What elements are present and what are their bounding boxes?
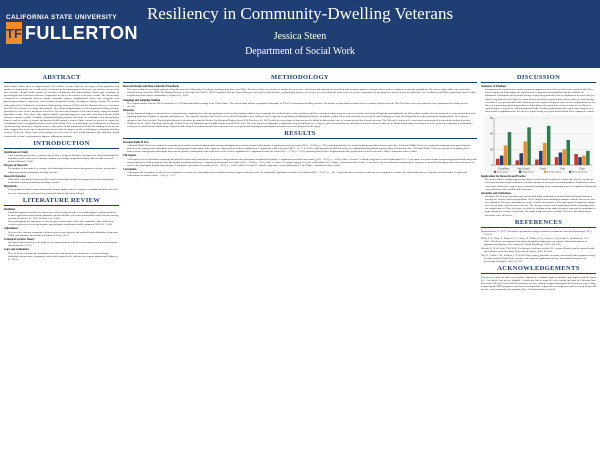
chart-bar — [562, 149, 566, 165]
chart-bar — [539, 151, 543, 165]
chart-bar — [546, 126, 550, 165]
intro-list — [4, 167, 119, 173]
intro-text: • The purpose of this study is to examine the relationship between factors that promote resilience and positive adjustment among community-dwelling veterans. — [8, 167, 119, 173]
chart-bar — [507, 132, 511, 165]
acknowledgements-text: This project would not have been possible without the invaluable guild of guidance and support from Dr. Karen Lee - for which I am forever thankful. I would also like to thank all of the faculty and staff of California State University Fullerton's Social Work Department for their continued support throughout these past two years. Lastly, completing the MSW program would have been impossible without the encouragement and love of my family and friends - most importantly my grandma, Jane. A heartfelt thanks to you all. — [481, 275, 596, 292]
chart-bar — [554, 157, 558, 165]
chart-bar — [523, 142, 527, 166]
method-text: • The current study is a secondary analysis of the data from the Collaborative Psychiatric Epidemiology Surveys (CPES). The survey allows researchers to analyze the prevalence, risk factors and impairments associated with treatment patterns of mental illness with an emphasis on minority populations. The current study utilizes one of the three national surveys from the CPES: The National Survey of American Life (NSAL). NSAL explored racial and ethnic differences in mental health disorders, psychological distress, and service use from within the framework of a variety of potential risk and protective factors in African Americans, Afro-Caribbean and White respondents located within neighboring United States communities (Alegria et al., 2016). — [127, 88, 477, 97]
results-heading: Chi-Square — [123, 154, 137, 158]
results-list — [123, 144, 477, 153]
reference-entry: Bronfenbrenner, U. (1977). Toward an experimental ecology of human development. American Psychologist, 32(7), 513-531. — [481, 229, 592, 236]
poster-title: Resiliency in Community-Dwelling Veterans — [146, 4, 454, 23]
intro-heading: Significance of Study — [4, 150, 29, 154]
chart-y-tick-label: 60 — [489, 116, 493, 121]
results-text: • A Kruskal Wallis H test was conducted comparing mean family emotional support ranks among participants from various mental health groups. A significant result was found (H(4) = 16.903, p < .002), indicating that the five mental health groups differed from each other. A Kruskal-Wallis H test was conducted comparing mean psychological distress scores among study participants from veterans groups of participant's who experience drug problem in their neighborhood. A significant result was found (H(3) = 18.75, p=0.001), indicating that the different levels of neighborhood drug problem groups differed from each other. A Kruskal-Wallis H test was conducted comparing mean distress scores among study participants from various groups of participant's who experience crime in their neighborhood. A significant result was found (H(3) = 17.78, p < 0.01), indicating that the three neighborhood crime groups differed from each other. Table 3 summarizes these results. — [127, 144, 477, 153]
chart-bar — [495, 159, 499, 165]
lit-text: • Veterans who endorsed symptoms of distress report worse physical and medical health difficulties, depression, PTSD, and substance use disorders (Pietrzak & Cook, 2013). — [8, 231, 119, 237]
method-list — [123, 112, 477, 127]
discussion-list — [481, 88, 596, 113]
discussion-title: DISCUSSION — [481, 74, 596, 83]
titan-logo-icon: TF — [6, 22, 22, 44]
right-column — [481, 72, 596, 446]
references-title: REFERENCES — [481, 219, 596, 228]
chart-y-tick-label: 40 — [489, 131, 493, 136]
chart-bar — [543, 143, 547, 165]
chart-bar — [519, 153, 523, 165]
logo-university-text: CALIFORNIA STATE UNIVERSITY — [6, 14, 117, 21]
chart-legend-label: Fairly serious — [521, 171, 534, 174]
chart-bar — [574, 154, 578, 165]
lit-heading: Resiliency — [4, 207, 16, 211]
introduction-title: INTRODUCTION — [4, 140, 119, 149]
lit-heading: Ecological Systems Theory — [4, 237, 35, 241]
intro-list — [4, 178, 119, 184]
literature-title: LITERATURE REVIEW — [4, 197, 119, 206]
chart-x-tick-label: Excellent — [498, 167, 509, 171]
chart-x-tick-label: Poor — [578, 167, 585, 171]
discussion-list — [481, 195, 596, 217]
results-heading: Kruskal-Wallis H Test — [123, 140, 149, 144]
results-text: • A Spearman rho correlation coefficient was computed to examine the relationship between family emotional support and depression. No statistically significant correlation was found (r(606) = -0.057, p = .16). A Spearman rho correlation coefficient was computed to examine the relationship between religiosity and depression. A significant relationship was found (r(484) = -0.09, p < .27). — [127, 171, 477, 177]
method-list — [123, 88, 477, 97]
reference-entry: Pietrzak, R. H., & Cook, J. M. (2013). Psychological resilience in older U.S. veterans: Results from the national health and resilience in veterans study. Depression & Anxiety, 30(5), 432-443. — [481, 246, 595, 253]
intro-list — [4, 188, 119, 194]
results-bar-chart — [484, 115, 594, 173]
chart-bar — [527, 127, 531, 165]
lit-list — [4, 231, 119, 237]
lit-text: • Emotional support is found to be a protective factor among veterans. Less social support is highly predictive of more significant mental health symptoms, suicidal ideation, and reduced functional health outcomes among veterans (Pietrzak et al., 2010; Pietrzak et al., 2009). — [8, 211, 119, 220]
intro-list — [4, 154, 119, 163]
lit-list — [4, 241, 119, 247]
intro-heading: Purpose of Research — [4, 164, 28, 168]
chart-bar — [499, 156, 503, 165]
lit-list — [4, 252, 119, 261]
reference-entry: Elliott, T. R., Hsiao, Y., Kimbrel, N. A., Meyer, E., DeBeer, B. B., Gulliver, S. B., Kwok, O., & Morissette, S. B. (2017). Resilience and traumatic brain injury among Iraq/Afghanistan war veterans: Differential patterns of adjustment and quality of life. Journal of Clinical Psychology, 73(9), 1160-1178. — [481, 236, 589, 246]
results-heading: Correlation — [123, 167, 137, 171]
poster-header — [0, 0, 600, 68]
method-list — [123, 102, 477, 108]
lit-list — [4, 211, 119, 226]
lit-text: • There is a lack of knowledge and practice processes that assess the environment of veterans through individual, interpersonal, community, and societal system levels, and how they impact adjustment (Elnitsky et al., 2013). — [8, 252, 119, 261]
chart-legend-label: Very serious — [496, 171, 508, 174]
lit-text: • Research supports the importance of veterans processing trauma with a safe, supportive other, which may extend to prevent or decreasing negative psychological and physical health symptoms (Tall et al., 2014). — [8, 220, 119, 226]
method-heading: Sampling and Sampling Method — [123, 98, 161, 102]
method-text: • The original sample from the NSAL consisted of 6,199 adult individuals residing in the United States. The current study utilizes a population subsample of NSAL of community-dwelling veterans. The sample of participants included in the secondary analysis from the NSAL are those who report that they have participated in military service (n=615). — [127, 102, 477, 108]
logo-mark-row — [6, 22, 139, 44]
intro-heading: Hypothesis — [4, 185, 17, 189]
discussion-text: • Participants who reported more family emotional support are more likely to have better mental health. There was no significant relationship was found between religiosity and spirituality with the variables for adjustment. Participants who reported having a serious drug problem in their neighborhood are more likely to report being distressed, less likely to report having very physical good health, and less likely to report having excellent or very good mental health. Participants who reported having no crime in their neighborhood are less likely to report being psychological distress. Participants who report more frequent crime are less likely to report being in very good or excellent physical health. Similarly, participants who report crime happens very often in their neighborhood are less likely to report having very good mental health when compared to others. — [485, 88, 596, 113]
lit-heading: Gaps and Limitations — [4, 248, 29, 252]
poster-department: Department of Social Work — [245, 46, 355, 57]
results-text: • A chi-square test was calculated comparing the physical health rating with various categories of drug problem in the participants neighborhood groups. A significant association was found (χ2(2) = 16.23, p = 0.001), while a Cramer's V statistic suggested a weak relationship (0.11). A chi-square test was calculated comparing mental health rating with various categories of drug problem in the participants neighborhood groups. A significant association was found (χ2(2) = 23.69, p = 0.02), while a Cramer's V statistic suggested a weak relationship (0.11). Figure 1 summarizes these results. A chi-square test was calculated comparing the categories of mental health rating with various categories of crime in the participants neighborhood groups. A significant association was found (χ2(12) = 39.07, p = 0.001), while a Cramer's V statistic suggested a weak relationship (0.114). Figure 2 summarizes these results. — [127, 158, 477, 167]
intro-text: • What is the relationship between positive social relationships and the development of mental and physical health issues among community-dwelling veterans? — [8, 178, 119, 184]
abstract-text: In the United States, there are approximately 18.2 million veterans. With the increasing veteran population and number of deployments, the overall needs of veterans are becoming greater. Therefore, the need for services that treat veterans' mental health matters is essential. Identifying and understanding factors that contribute to psychological and behavioral resilience is imperative in order to treat and to work with veterans. The current study examined the relationship between family emotional support, neighborhood safety and religiosity with psychological distress, depression, severe mental and physical health, and drug use among veterans. The present study utilized the Collaborative Psychiatric Epidemiology Surveys (CPES) and The National Survey of American Life (NSAL) to create a secondary data analysis. The selected subpopulation of 634 community-dwelling veterans, participated in face-to-face and phone interviews. The inferential statistics of the current study employed multiple significant results. First, those with reported family emotional support is associated with better mental health outcomes among veterans. Secondly, neighborhood drug problem and crime are associated with psychological distress, and the quality of mental and physical health among veterans. Future research is needed to explore the relationship between neighborhood safety and mental health. Next, no relationship was found between religiosity (as measured by attending a religious service), depression, mental and physical health. The findings of the present study suggest that social and environmental factors have an impact on the well-being of community-dwelling veterans. Thus, the efforts from social workers need to focus on their health indicators that clinicians should examine the veteran's environment to improve adjustment outcomes. — [4, 85, 119, 138]
methodology-title: METHODOLOGY — [123, 74, 477, 83]
discussion-text: • Strengths: NSAL is the most thorough and detailed study conducted on mental health and mental disorders amongst the African American population. NSAL utilized mass matching techniques with the interviewer and the respondent. Therefore, attempting to create a similar environment for the participants. Limitations: Sample used for this study was not veteran specific. The current research used a significantly smaller subsample from the original data set. Thus, the degree to which the findings of this study accurately represent the population be study intended to examine is uncertain. The study design was cross-sectional. Therefore, this study cannot determine cause and effect. — [485, 195, 596, 217]
abstract-title: ABSTRACT — [4, 74, 119, 83]
discussion-text: • The current study's finding suggests that future research should continue to examine the effects of social and environmental factors that contribute to healthy adjustment among the veteran population. Furthermore, future researchers should aim to gain a more profound knowledge of the relationship between neighborhood drug and crime problems with overall health in veterans. — [485, 178, 596, 190]
chart-x-tick-label: Fair — [559, 167, 565, 171]
acknowledgements-title: ACKNOWLEDGEMENTS — [481, 265, 596, 274]
chart-x-tick-label: Very Good — [516, 167, 530, 171]
chart-bar — [535, 160, 539, 165]
chart-bar — [503, 145, 507, 165]
discussion-heading: Strengths and Limitations — [481, 191, 511, 195]
chart-bar — [582, 156, 586, 165]
chart-x-tick-label: Good — [539, 167, 546, 171]
chart-y-tick-label: 20 — [489, 147, 493, 152]
results-title: RESULTS — [123, 130, 477, 139]
chart-bar — [566, 140, 570, 165]
left-column — [4, 72, 119, 446]
chart-legend-label: Not very serious — [546, 171, 562, 174]
chart-bar — [558, 153, 562, 166]
chart-bar — [515, 160, 519, 165]
intro-text: • After returning from service, veterans may develop a variety of disorders and experience many transitional life difficulties, such as the loss of structure, purpose, or a change in patriarchal unity, and a decline in overall health (O'Donnell, 2000). — [8, 154, 119, 163]
lit-heading: Adjustment — [4, 227, 18, 231]
discussion-list — [481, 178, 596, 190]
method-heading: Research Design and Data Collection Procedures — [123, 85, 180, 88]
chart-legend-label: Not at all serious — [571, 171, 587, 174]
intro-heading: Research Question — [4, 174, 26, 178]
chart-bar — [586, 151, 590, 165]
chart-y-tick-label: 0 — [490, 163, 493, 168]
reference-entry: Tait, R., Carlson, J. M., & Harris, J. I. (2014). Prayer coping, disclosure of trauma, and mental health symptoms among recently deployed United States veterans of the Iraq and Afghanistan conflicts. International Journal for the Psychology of Religion, 24(2), 111-123. — [481, 253, 596, 263]
center-column — [123, 72, 477, 446]
method-heading: Measures — [123, 109, 134, 113]
method-text: • Family Emotional Support is measured on a four-point scale, inquiring how often the participant feels loved by family members, how frequently their family listens to their problems, and how often their family expresses concern for their well-being. Religiosity and Spirituality are both ordinal variables that are measured on a four-point Likert scale inquiring about how religious or spiritual participants are. The response categories have been reverse coded so that higher score indicates more religiosity or spirituality. Neighborhood safety is an ordinal variable which was measured on a five-point scale inquiring on crime and drug problems in the participant's neighborhood. The responses categories have been recoded. Psychological distress is measured by using the Kessler Psychological Distress Scale (K-6; Kessler et al., 2002), which is a screening tool that assesses the ability to differentiate cases of serious mental illness from non-cases. The K6 scale is shown to be a successful screening tool for mood and anxiety disorders (Furukawa et al., 2003). This study utilized the 20-item Center for Epidemiological Studies-Depression (CES-D) scale. The scale reports on symptoms of depression such as hopelessness, feelings of guilt and worthlessness, and depressed mood within the past week. Mental health rating is measured on a five-point scale inquiring on participant's self-report of overall mental health rating. Physical health rating is an ordinal variable that is measured on a five-point scale inquiring on participant's self-report of overall physical health rating. — [127, 112, 477, 127]
intro-text: • It is hypothesized that veterans with positive family support, who are religious or spiritual and those who live in a safe environment, will report less emotional distress than those without. — [8, 188, 119, 194]
discussion-heading: Implications for Research and Practice — [481, 175, 526, 179]
logo-fullerton-text: FULLERTON — [24, 22, 139, 43]
lit-text: • Ecological systems theory is the study of how humans interact with their environments and social institutions (Bronfenbrenner, 1977). — [8, 241, 119, 247]
chart-bar — [578, 157, 582, 165]
results-list — [123, 158, 477, 167]
university-logo — [6, 14, 139, 54]
results-list — [123, 171, 477, 177]
poster-author: Jessica Steen — [273, 31, 327, 42]
discussion-heading: Summary of Findings — [481, 85, 506, 88]
